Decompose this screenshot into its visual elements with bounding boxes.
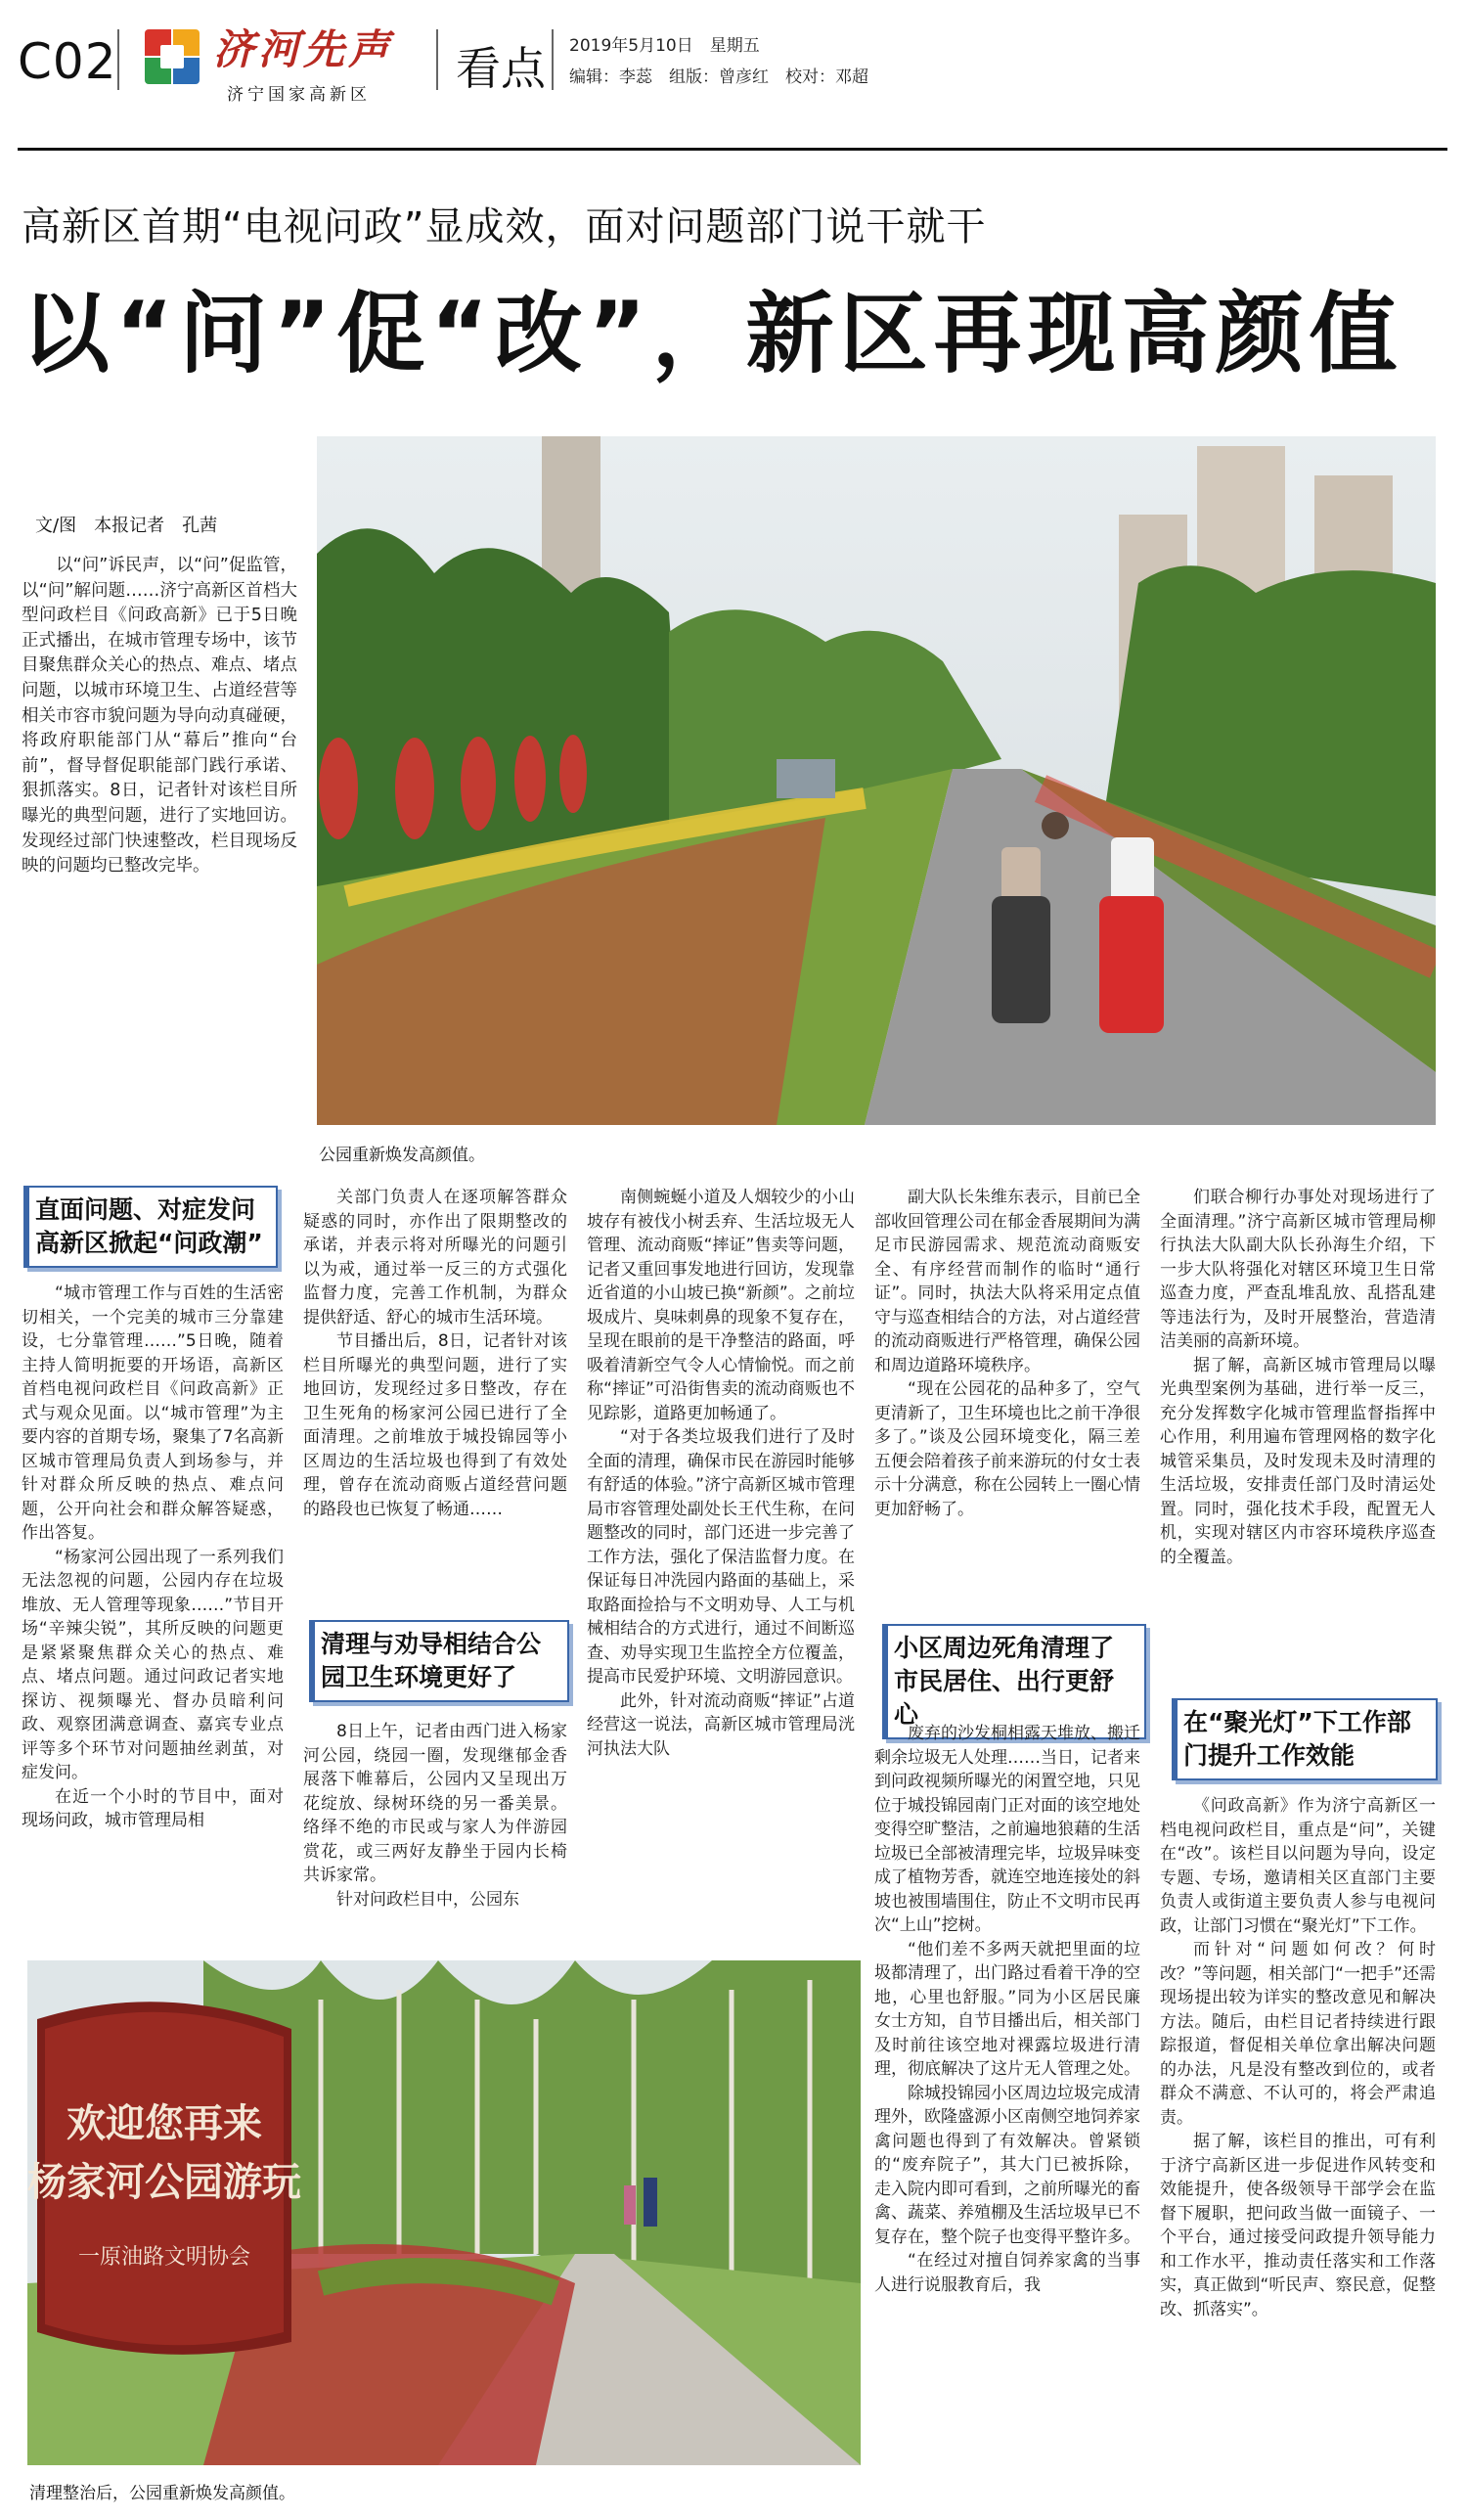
- paragraph: “在经过对擅自饲养家禽的当事人进行说服教育后，我: [874, 2251, 1140, 2295]
- newspaper-subtitle: 济宁国家高新区: [227, 85, 371, 105]
- park-photo-bottom: [27, 1960, 861, 2465]
- sign-text-line-1: 欢迎您再来: [67, 2101, 262, 2146]
- park-photo-top: [317, 436, 1436, 1125]
- article-column-5b: [1160, 1794, 1436, 2321]
- subtitle-text: 小区周边死角清理了市民居住、出行更舒心: [894, 1634, 1115, 1729]
- paragraph: “现在公园花的品种多了，空气更清新了，卫生环境也比之前干净很多了。”谈及公园环境变化，隔三差五便会陪着孩子前来游玩的付女士表示十分满意，称在公园转上一圈心情更加舒畅了。: [874, 1379, 1140, 1519]
- section-title: 看点: [456, 42, 546, 95]
- paragraph: 除城投锦园小区周边垃圾完成清理外，欧隆盛源小区南侧空地饲养家禽问题也得到了有效解决。曾紧锁的“废弃院子”，其大门已被拆除，走入院内即可看到，之前所曝光的畜禽、蔬菜、养殖棚及生活垃圾早已不复存在，整个院子也变得平整许多。: [874, 2083, 1140, 2247]
- paragraph: 们联合柳行办事处对现场进行了全面清理。”济宁高新区城市管理局柳行执法大队副大队长孙海生介绍，下一步大队将强化对辖区环境卫生日常巡查力度，严查乱堆乱放、乱搭乱建等违法行为，及时开展整治，营造清洁美丽的高新环境。: [1160, 1188, 1436, 1351]
- main-headline: 以“问”促“改”，新区再现高颜值: [22, 283, 1403, 385]
- paragraph: “他们差不多两天就把里面的垃圾都清理了，出门路过看着干净的空地，心里也舒服。”同为小区居民廉女士方知，自节目播出后，相关部门及时前往该空地对裸露垃圾进行清理，彻底解决了这片无人管理之处。: [874, 1939, 1140, 2079]
- paragraph: 据了解，高新区城市管理局以曝光典型案例为基础，进行举一反三，充分发挥数字化城市管理监督指挥中心作用，利用遍布管理网格的数字化城管采集员，及时发现未及时清理的生活垃圾，安排责任部门及时清运处置。同时，强化技术手段，配置无人机，实现对辖区内市容环境秩序巡查的全覆盖。: [1160, 1355, 1436, 1567]
- section-subtitle-2: [309, 1620, 569, 1702]
- photo-caption-bottom: 清理整治后，公园重新焕发高颜值。: [29, 2484, 295, 2503]
- issue-date: 2019年5月10日 星期五: [569, 36, 760, 56]
- subtitle-accent-bar: [309, 1620, 315, 1702]
- divider: [436, 29, 438, 90]
- paragraph: “城市管理工作与百姓的生活密切相关，一个完美的城市三分靠建设，七分靠管理……”5日晚，随着主持人简明扼要的开场语，高新区首档电视问政栏目《问政高新》正式与观众见面。以“城市管理”为主要内容的首期专场，聚集了7名高新区城市管理局负责人到场参与，并针对群众所反映的热点、难点问题，公开向社会和群众解答疑惑，作出答复。: [22, 1283, 284, 1543]
- headline-kicker: 高新区首期“电视问政”显成效，面对问题部门说干就干: [22, 204, 987, 249]
- subtitle-accent-bar: [1172, 1698, 1178, 1780]
- article-column-2: [303, 1186, 567, 1521]
- article-column-4b: [874, 1722, 1140, 2297]
- article-column-1: [22, 1282, 284, 1833]
- divider: [117, 29, 119, 90]
- article-column-2b: [303, 1720, 567, 1912]
- lead-paragraph: 以“问”诉民声，以“问”促监管，以“问”解问题……济宁高新区首档大型问政栏目《问政高新》已于5日晚正式播出，在城市管理专场中，该节目聚焦群众关心的热点、难点、堵点问题，以城市环境卫生、占道经营等相关市容市貌问题为导向动真碰硬，将政府职能部门从“幕后”推向“台前”，督导督促职能部门践行承诺、狠抓落实。8日，记者针对该栏目所曝光的典型问题，进行了实地回访。发现经过部门快速整改，栏目现场反映的问题均已整改完毕。: [22, 556, 297, 877]
- section-subtitle-1: [23, 1186, 278, 1268]
- article-column-3: [587, 1186, 855, 1761]
- paragraph: 8日上午，记者由西门进入杨家河公园，绕园一圈，发现继郁金香展落下帷幕后，公园内又呈现出万花绽放、绿树环绕的另一番美景。络绎不绝的市民或与家人为伴游园赏花，或三两好友静坐于园内长椅共诉家常。: [303, 1722, 567, 1885]
- paragraph: 节目播出后，8日，记者针对该栏目所曝光的典型问题，进行了实地回访，发现经过多日整改，存在卫生死角的杨家河公园已进行了全面清理。之前堆放于城投锦园等小区周边的生活垃圾也得到了有效处理，曾存在流动商贩占道经营问题的路段也已恢复了畅通……: [303, 1331, 567, 1519]
- paragraph: 针对问政栏目中，公园东: [336, 1889, 519, 1910]
- paragraph: 关部门负责人在逐项解答群众疑惑的同时，亦作出了限期整改的承诺，并表示将对所曝光的问题引以为戒，通过举一反三的方式强化监督力度，完善工作机制，为群众提供舒适、舒心的城市生活环境。: [303, 1188, 567, 1328]
- photo-caption-top: 公园重新焕发高颜值。: [319, 1146, 485, 1165]
- paragraph: 此外，针对流动商贩“摔证”占道经营这一说法，高新区城市管理局洸河执法大队: [587, 1690, 855, 1759]
- paragraph: 废弃的沙发桐相露天堆放、搬迁剩余垃圾无人处理……当日，记者来到问政视频所曝光的闲置空地，只见位于城投锦园南门正对面的该空地处变得空旷整洁，之前遍地狼藉的生活垃圾已全部被清理完毕，垃圾异味变成了植物芳香，就连空地连接处的斜坡也被围墙围住，防止不文明市民再次“上山”挖树。: [874, 1724, 1140, 1935]
- subtitle-text: 在“聚光灯”下工作部门提升工作效能: [1183, 1708, 1411, 1770]
- subtitle-text: 清理与劝导相结合公园卫生环境更好了: [321, 1630, 542, 1691]
- paragraph: 据了解，该栏目的推出，可有利于济宁高新区进一步促进作风转变和效能提升，使各级领导干部学会在监督下履职，把问政当做一面镜子、一个平台，通过接受问政提升领导能力和工作水平，推动责任落实和工作落实，真正做到“听民声、察民意，促整改、抓落实”。: [1160, 2132, 1436, 2319]
- sign-text-line-3: 一原油路文明协会: [77, 2245, 251, 2270]
- byline: 文/图 本报记者 孔茜: [35, 516, 218, 536]
- paragraph: 《问政高新》作为济宁高新区一档电视问政栏目，重点是“问”，关键在“改”。该栏目以问题为导向，设定专题、专场，邀请相关区直部门主要负责人或街道主要负责人参与电视问政，让部门习惯在“聚光灯”下工作。: [1160, 1796, 1436, 1936]
- paragraph: “杨家河公园出现了一系列我们无法忽视的问题，公园内存在垃圾堆放、无人管理等现象……”节目开场“辛辣尖锐”，其所反映的问题更是紧紧聚焦群众关心的热点、难点、堵点问题。通过问政记者实地探访、视频曝光、督办员暗利问政、观察团满意调查、嘉宾专业点评等多个环节对问题抽丝剥茧，对症发问。: [22, 1547, 284, 1782]
- paragraph: 南侧蜿蜒小道及人烟较少的小山坡存有被伐小树丢弃、生活垃圾无人管理、流动商贩“摔证”售卖等问题，记者又重回事发地进行回访，发现靠近省道的小山坡已换“新颜”。之前垃圾成片、臭味刺鼻的现象不复存在，呈现在眼前的是干净整洁的路面，呼吸着清新空气令人心情愉悦。而之前称“摔证”可沿街售卖的流动商贩也不见踪影，道路更加畅通了。: [587, 1188, 855, 1423]
- paragraph: 在近一个小时的节目中，面对现场问政，城市管理局相: [22, 1786, 284, 1830]
- page-number: C02: [18, 33, 117, 90]
- section-subtitle-4: [1172, 1698, 1438, 1780]
- article-column-4: [874, 1186, 1140, 1521]
- subtitle-accent-bar: [23, 1186, 29, 1268]
- divider: [552, 29, 554, 90]
- subtitle-text: 直面问题、对症发问高新区掀起“问政潮”: [35, 1195, 263, 1257]
- masthead: [0, 0, 1467, 115]
- park-sign-illustration: [27, 1960, 861, 2465]
- paragraph: 副大队长朱维东表示，目前已全部收回管理公司在郁金香展期间为满足市民游园需求、规范流动商贩安全、有序经营而制作的临时“通行证”。同时，执法大队将采用定点值守与巡查相结合的方法，对占道经营的流动商贩进行严格管理，确保公园和周边道路环境秩序。: [874, 1188, 1140, 1375]
- park-path-illustration: [317, 436, 1436, 1125]
- header-rule: [18, 148, 1447, 151]
- newspaper-brand: 济河先声: [213, 25, 394, 73]
- article-column-5: [1160, 1186, 1436, 1569]
- newspaper-logo-icon: [145, 29, 200, 84]
- editor-credits: 编辑：李蕊 组版：曾彦红 校对：邓超: [569, 68, 868, 87]
- paragraph: “对于各类垃圾我们进行了及时全面的清理，确保市民在游园时能够有舒适的体验。”济宁高新区城市管理局市容管理处副处长王代生称，在问题整改的同时，部门还进一步完善了工作方法，强化了保洁监督力度。在保证每日冲洗园内路面的基础上，采取路面捡拾与不文明劝导、人工与机械相结合的方式进行，通过不间断巡查、劝导实现卫生监控全方位覆盖，提高市民爱护环境、文明游园意识。: [587, 1427, 855, 1687]
- sign-text-line-2: 杨家河公园游玩: [27, 2160, 301, 2205]
- paragraph: 而针对“问题如何改？何时改？”等问题，相关部门“一把手”还需现场提出较为详实的整改意见和解决方法。随后，由栏目记者持续进行跟踪报道，督促相关单位拿出解决问题的办法，凡是没有整改到位的，或者群众不满意、不认可的，将会严肃追责。: [1160, 1940, 1436, 2128]
